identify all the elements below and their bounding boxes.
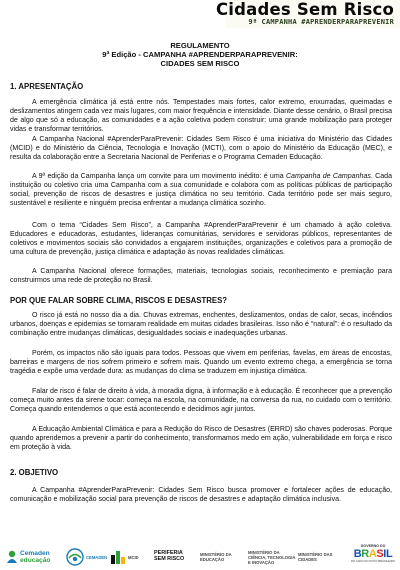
campaign-logo-title: Cidades Sem Risco	[216, 0, 394, 19]
paragraph-text: . Cada instituição ou coletivo cria uma Campanha com a sua comunidade e colabora com as políticas públicas de participação social, prevenção de riscos de desastres e justiça climática no seu território. Cada território pode ser mais seguro, sustentável e resiliente e ninguém precisa enfrentar a mudança climática sozinho.	[10, 173, 393, 207]
document-title-line1: REGULAMENTO	[170, 41, 230, 50]
header-banner	[0, 0, 400, 30]
paragraph-text: A Campanha Nacional #AprenderParaPrevenir: Cidades Sem Risco é uma iniciativa do Ministério das Cidades (MCID) e do Ministério da Ciência, Tecnologia e Inovação (MCTI), com o apoio do Ministério da Educação (MEC), e resulta da colaboração entre a Secretaria Nacional de Periferias e o Programa Cemaden Educação.	[10, 136, 392, 161]
partner-name: educação	[20, 557, 51, 564]
mec-logo	[200, 546, 232, 568]
section-heading-objetivo: 2. OBJETIVO	[10, 468, 59, 477]
gov-logo-top: GOVERNO DO	[360, 544, 386, 548]
paragraph	[10, 99, 392, 135]
paragraph	[10, 426, 392, 453]
emphasis-text: Campanha de Campanhas	[285, 173, 371, 180]
cemaden-logo	[66, 546, 107, 568]
section-heading-apresentacao: 1. APRESENTAÇÃO	[10, 82, 84, 91]
document-title-line3: CIDADES SEM RISCO	[160, 59, 240, 68]
governo-do-brasil-logo	[350, 544, 396, 568]
gov-logo-tagline: DO LADO DO POVO BRASILEIRO	[351, 559, 395, 563]
cemaden-educacao-icon	[6, 550, 18, 564]
paragraph-text: A Campanha Nacional oferece formações, materiais, tecnologias sociais, reconhecimento e premiação para construirmos uma rede de proteção no Brasil.	[10, 268, 392, 284]
paragraph	[10, 312, 392, 339]
gov-letter: IL	[383, 548, 393, 560]
paragraph-text: A Educação Ambiental Climática e para a Redução do Risco de Desastres (ERRD) são chaves poderosas. Porque quando aprendemos a prevenir a partir do conhecimento, transformamos medo em ação, vulnerabilidade em força e risco em proteção à vida.	[10, 426, 392, 451]
partner-name: MINISTÉRIO DA	[200, 552, 232, 557]
periferia-sem-risco-logo	[154, 546, 184, 568]
partner-name: CIÊNCIA, TECNOLOGIA	[248, 554, 296, 560]
partner-logos-bar	[0, 540, 400, 570]
paragraph	[10, 222, 392, 258]
mcti-logo	[248, 546, 295, 568]
cemaden-educacao-logo	[6, 546, 50, 568]
mcid-icon	[110, 550, 126, 564]
paragraph	[10, 136, 392, 163]
mcid-logo	[110, 546, 139, 568]
partner-name: MCID	[128, 554, 139, 560]
partner-name: CIDADES	[298, 557, 317, 562]
gov-letter: B	[353, 548, 362, 560]
paragraph-text: A emergência climática já está entre nós. Tempestades mais fortes, calor extremo, enxurradas, queimadas e deslizamentos atingem cada vez mais lugares, com maior frequência e intensidade. Diante desse cenário, o Brasil precisa de algo que só a educação, as comunidades e a ação coletiva podem construir: uma grande mobilização para proteger vidas e transformar territórios.	[10, 99, 392, 133]
paragraph-text: Porém, os impactos não são iguais para todos. Pessoas que vivem em periferias, favelas, em áreas de encostas, barreiras e margens de rios sofrem primeiro e sofrem mais. Quando um evento extremo chega, a emergência se torna tragédia e expõe uma verdade dura: as mudanças do clima se traduzem em injustiça climática.	[10, 350, 392, 375]
paragraph-text: A 9ª edição da Campanha lança um convite para um movimento inédito: é uma	[32, 173, 286, 180]
section-heading-por-que: POR QUE FALAR SOBRE CLIMA, RISCOS E DESASTRES?	[10, 296, 228, 305]
campaign-logo-subtitle: 9ª CAMPANHA #APRENDERPARAPREVENIR	[248, 18, 394, 26]
partner-name: MINISTÉRIO DA	[248, 549, 280, 555]
gov-letter: S	[376, 548, 384, 560]
paragraph-text: A Campanha #AprenderParaPrevenir: Cidades Sem Risco busca promover e fortalecer ações de educação, comunicação e mobilização social para prevenção de riscos de desastres e adaptação climática inclusiva.	[10, 487, 392, 503]
paragraph-text: Falar de risco é falar de direito à vida, à moradia digna, à informação e à educação. É reconhecer que a prevenção começa muito antes da sirene tocar: começa na escola, na comunidade, na conversa da rua, no cuidado com o território. Começa quando entendemos o que está acontecendo e decidimos agir juntos.	[10, 388, 392, 413]
paragraph-text: Com o tema “Cidades Sem Risco”, a Campanha #AprenderParaPrevenir é um chamado à ação coletiva. Educadores e educadoras, estudantes, lideranças comunitárias, servidores e servidoras públicos, representantes de coletivos e movimentos sociais são convidados a engajarem instituições, organizações e coletivos para a promoção de uma cultura de prevenção, justiça climática e adaptação às novas realidades climáticas.	[10, 222, 392, 256]
partner-name: EDUCAÇÃO	[200, 557, 225, 562]
campaign-logo	[216, 1, 394, 27]
gov-letter: R	[361, 548, 369, 560]
gov-letter: A	[368, 548, 377, 560]
paragraph-text: O risco já está no nosso dia a dia. Chuvas extremas, enchentes, deslizamentos, ondas de calor, secas, incêndios urbanos, doenças e epidemias se tornaram realidade em muitas cidades brasileiras. Isso não é “natural”: é o resultado da combinação entre mudanças climáticas, desigualdades sociais e inadequações urbanas.	[10, 312, 392, 337]
paragraph	[10, 487, 392, 505]
ministerio-cidades-logo	[298, 546, 332, 568]
cemaden-icon	[66, 548, 84, 566]
paragraph	[10, 350, 392, 377]
document-title-line2: 9ª Edição - CAMPANHA #APRENDERPARAPREVENIR:	[102, 50, 298, 59]
partner-name: Cemaden	[20, 550, 50, 557]
partner-name: SEM RISCO	[154, 556, 185, 562]
paragraph	[10, 173, 392, 209]
partner-name: CEMADEN	[86, 554, 108, 560]
partner-name: E INOVAÇÃO	[248, 559, 275, 565]
paragraph	[10, 268, 392, 286]
partner-name: PERIFERIA	[154, 550, 183, 557]
paragraph	[10, 388, 392, 415]
partner-name: MINISTÉRIO DAS	[298, 552, 333, 557]
